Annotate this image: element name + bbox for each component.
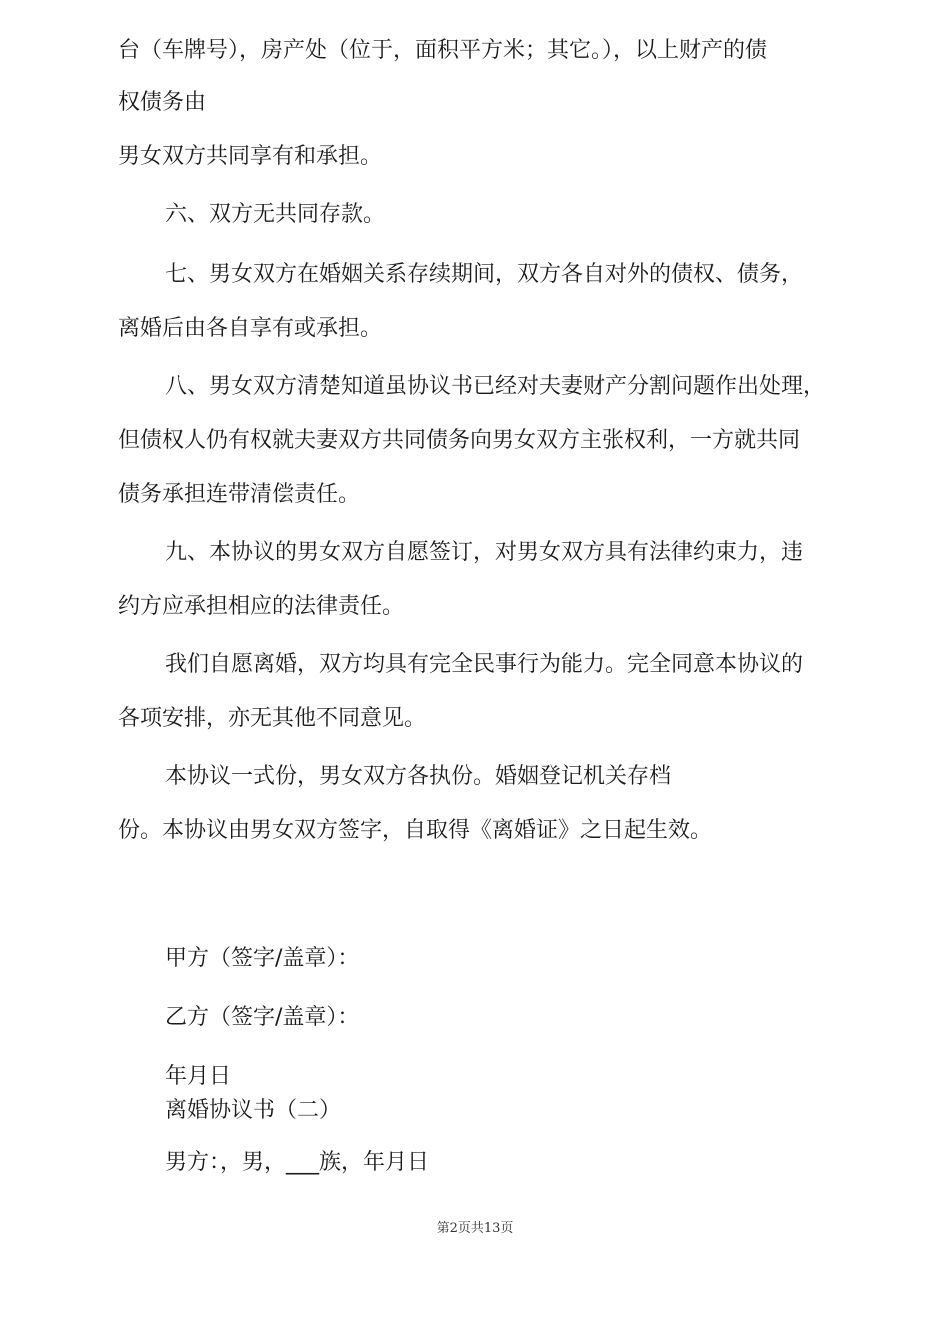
clause-8-line-2: 但债权人仍有权就夫妻双方共同债务向男女双方主张权利，一方就共同: [118, 428, 801, 453]
man-info-line: 男方：，男，___族，年月日: [165, 1150, 430, 1175]
clause-7-line-1: 七、男女双方在婚姻关系存续期间，双方各自对外的债权、债务，: [165, 262, 804, 287]
copies-line-2: 份。本协议由男女双方签字，自取得《离婚证》之日起生效。: [118, 818, 713, 843]
section-title: 离婚协议书（二）: [165, 1098, 342, 1123]
clause-8-line-1: 八、男女双方清楚知道虽协议书已经对夫妻财产分割问题作出处理，: [165, 374, 826, 399]
page-number: 第2页共13页: [436, 1221, 514, 1236]
copies-line-1: 本协议一式份，男女双方各执份。婚姻登记机关存档: [165, 764, 672, 789]
clause-8-line-3: 债务承担连带清偿责任。: [118, 482, 361, 507]
statement-line-2: 各项安排，亦无其他不同意见。: [118, 706, 427, 731]
clause-9-line-2: 约方应承担相应的法律责任。: [118, 594, 405, 619]
body-line-2: 权债务由: [118, 90, 207, 115]
statement-line-1: 我们自愿离婚，双方均具有完全民事行为能力。完全同意本协议的: [165, 652, 804, 677]
body-line-3: 男女双方共同享有和承担。: [118, 144, 383, 169]
body-line-1: 台（车牌号），房产处（位于，面积平方米；其它。），以上财产的债: [118, 38, 768, 63]
clause-6: 六、双方无共同存款。: [165, 202, 386, 227]
clause-7-line-2: 离婚后由各自享有或承担。: [118, 316, 383, 341]
date-line: 年月日: [165, 1064, 232, 1089]
clause-9-line-1: 九、本协议的男女双方自愿签订，对男女双方具有法律约束力，违: [165, 540, 804, 565]
party-b-signature: 乙方（签字/盖章）：: [165, 1005, 360, 1030]
party-a-signature: 甲方（签字/盖章）：: [165, 946, 360, 971]
